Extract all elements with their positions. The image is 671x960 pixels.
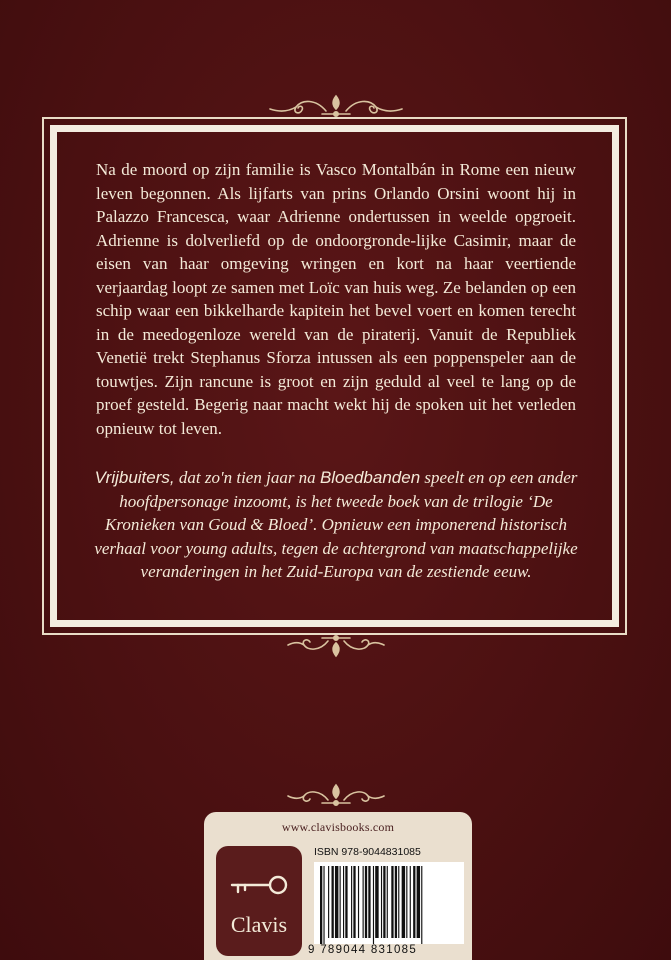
blurb-text: speelt en op een ander hoofdpersonage inzoomt, is het tweede boek van de trilogie ‘De Kronieken van Goud & Bloed’. Opnieuw een imponerend historisch verhaal voor young adults, tegen de achtergrond van maatschappelijke veranderingen in het Zuid-Europa van de zestiende eeuw. [94, 468, 578, 581]
barcode-bar [332, 866, 334, 938]
panel-ornament-icon [286, 782, 386, 808]
barcode-bar [353, 866, 355, 938]
barcode [314, 862, 464, 944]
barcode-bar [395, 866, 397, 938]
barcode-bar [320, 866, 322, 944]
barcode-bar [417, 866, 420, 938]
barcode-bar [398, 866, 399, 938]
barcode-bar [340, 866, 341, 938]
barcode-bar [387, 866, 388, 938]
barcode-bar [373, 866, 374, 944]
key-icon [228, 874, 290, 898]
barcode-bars [314, 862, 464, 944]
barcode-bar [365, 866, 367, 938]
barcode-bar [402, 866, 405, 938]
top-ornament-icon [266, 93, 406, 119]
barcode-bar [343, 866, 344, 938]
barcode-bar [381, 866, 382, 938]
series-book-title: Bloedbanden [319, 468, 421, 487]
publisher-logo [216, 846, 302, 956]
isbn-label: ISBN 978-9044831085 [314, 846, 421, 858]
blurb-text: dat zo'n tien jaar na [174, 468, 320, 487]
publisher-panel [204, 812, 472, 960]
book-title: Vrijbuiters, [94, 468, 175, 487]
barcode-bar [421, 866, 422, 944]
barcode-bar [328, 866, 329, 938]
publisher-name: Clavis [230, 912, 288, 937]
barcode-bar [323, 866, 324, 944]
barcode-bar [368, 866, 370, 938]
publisher-url[interactable]: www.clavisbooks.com [281, 820, 395, 834]
barcode-bar [383, 866, 385, 938]
barcode-bar [391, 866, 393, 938]
frame-bottom-ornament-icon [286, 633, 386, 659]
barcode-number: 9 789044 831085 [308, 944, 418, 956]
barcode-bar [363, 866, 364, 938]
barcode-bar [375, 866, 378, 938]
barcode-bar [358, 866, 359, 938]
barcode-bar [335, 866, 338, 938]
blurb-paragraph-2 [90, 466, 582, 584]
barcode-bar [345, 866, 347, 938]
barcode-bar [410, 866, 411, 938]
barcode-bar [406, 866, 407, 938]
barcode-bar [413, 866, 415, 938]
blurb-paragraph-1: Na de moord op zijn familie is Vasco Montalbán in Rome een nieuw leven begonnen. Als lijfarts van prins Orlando Orsini woont hij in Palazzo Francesca, waar Adrienne ondertussen in weelde opgroeit. Adrienne is dolverliefd op de ondoorgronde-lijke Casimir, maar de eisen van haar omgeving wringen en kort na haar veertiende verjaardag loopt ze samen met Loïc van huis weg. Ze belanden op een schip waar een bikkelharde kapitein het bevel voert en komen terecht in de meedogenloze wereld van de piraterij. Vanuit de Republiek Venetië trekt Stephanus Sforza intussen als een poppenspeler aan de touwtjes. Zijn rancune is groot en zijn geduld al veel te lang op de proef gesteld. Begerig naar macht wekt hij de spoken uit het verleden opnieuw tot leven. [96, 160, 576, 438]
barcode-bar [351, 866, 352, 938]
